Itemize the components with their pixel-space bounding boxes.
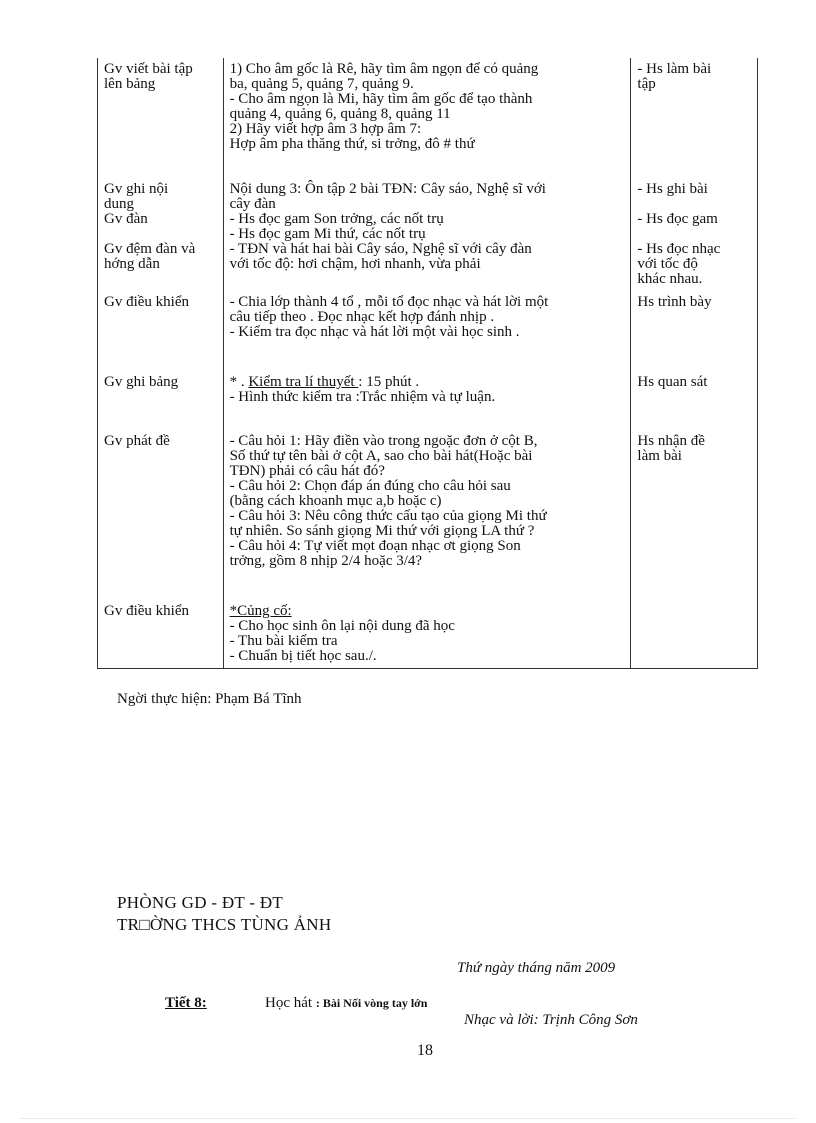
cell-line: Gv đệm đàn và: [104, 241, 196, 257]
cell-line: - Hs đọc gam Mi thứ, các nốt trụ: [229, 226, 426, 242]
cell-line: Nội dung 3: Ôn tập 2 bài TĐN: Cây sáo, Nghệ sĩ với: [229, 181, 546, 197]
table-row: [98, 58, 758, 182]
teacher-activity-cell: [98, 434, 224, 604]
department-header: PHÒNG GD - ĐT - ĐT: [117, 893, 284, 912]
cell-line: - Cho học sinh ôn lại nội dung đã học: [229, 618, 455, 634]
student-activity-cell: [631, 182, 758, 295]
cell-line: - Hs làm bài: [637, 61, 712, 77]
lesson-song-title: : Bài Nối vòng tay lớn: [315, 996, 428, 1010]
cell-line: [637, 227, 753, 242]
cell-line: làm bài: [637, 448, 682, 464]
cell-line: - Câu hỏi 4: Tự viết mọt đoạn nhạc ơt giọng Son: [229, 538, 521, 554]
cell-line: [104, 227, 219, 242]
cell-line: ba, quảng 5, quảng 7, quảng 9.: [229, 76, 414, 92]
cell-line: - Hs ghi bài: [637, 181, 708, 197]
cell-line: - Cho âm ngọn là Mi, hãy tìm âm gốc để tạo thành: [229, 91, 533, 107]
cell-line: Gv phát đề: [104, 433, 170, 449]
cell-line: Hs quan sát: [637, 374, 708, 390]
author-line: Nhạc và lời: Trịnh Công Sơn: [464, 1012, 638, 1028]
content-cell: [223, 434, 631, 604]
cell-line: Gv điều khiển: [104, 603, 189, 619]
cell-line: hớng dẫn: [104, 256, 160, 272]
lesson-title-line: [265, 995, 427, 1012]
table-row: [98, 182, 758, 295]
cell-line: với tốc độ: hơi chậm, hơi nhanh, vừa phải: [229, 256, 481, 272]
lesson-table: [97, 58, 758, 669]
page-bottom-rule: [20, 1118, 796, 1119]
table-row: [98, 375, 758, 434]
cell-line: Gv điều khiển: [104, 294, 189, 310]
cell-line: quảng 4, quảng 6, quảng 8, quảng 11: [229, 106, 451, 122]
cell-line: Số thứ tự tên bài ở cột A, sao cho bài hát(Hoặc bài: [229, 448, 533, 464]
cell-line: - Hình thức kiểm tra :Trắc nhiệm và tự luận.: [229, 389, 496, 405]
student-activity-cell: [631, 434, 758, 604]
cell-line: - Hs đọc gam Son trởng, các nốt trụ: [229, 211, 444, 227]
cell-line: - Câu hỏi 3: Nêu công thức cấu tạo của giọng Mi thứ: [229, 508, 547, 524]
cell-line: Gv ghi nội: [104, 181, 169, 197]
cell-line: - Chuẩn bị tiết học sau./.: [229, 648, 377, 664]
cell-line: - Hs đọc nhạc: [637, 241, 721, 257]
student-activity-cell: [631, 604, 758, 669]
cell-line: trởng, gồm 8 nhịp 2/4 hoặc 3/4?: [229, 553, 423, 569]
content-cell: [223, 375, 631, 434]
date-line: Thứ ngày tháng năm 2009: [457, 960, 616, 976]
content-cell: [223, 604, 631, 669]
lesson-activity: Học hát: [265, 995, 316, 1011]
lesson-label: [165, 995, 207, 1012]
student-activity-cell: [631, 375, 758, 434]
teacher-activity-cell: [98, 375, 224, 434]
cell-line: - Câu hỏi 1: Hãy điền vào trong ngoặc đơn ở cột B,: [229, 433, 538, 449]
performer-line: Ngời thực hiện: Phạm Bá Tĩnh: [117, 691, 302, 707]
cell-line: tập: [637, 76, 656, 92]
cell-line: Gv ghi bảng: [104, 374, 179, 390]
consolidation-heading: *Củng cố:: [229, 603, 292, 619]
table-row: [98, 295, 758, 375]
cell-line: dung: [104, 196, 134, 212]
test-prefix: * .: [229, 374, 249, 390]
cell-line: với tốc độ: [637, 256, 698, 272]
cell-line: câu tiếp theo . Đọc nhạc kết hợp đánh nhịp .: [229, 309, 495, 325]
table-row: [98, 604, 758, 669]
cell-line: TĐN) phải có câu hát đó?: [229, 463, 385, 479]
cell-line: - Kiểm tra đọc nhạc và hát lời một vài học sinh .: [229, 324, 520, 340]
cell-line: Hs nhận đề: [637, 433, 705, 449]
cell-line: - Chia lớp thành 4 tổ , mỗi tổ đọc nhạc và hát lời một: [229, 294, 549, 310]
cell-line: khác nhau.: [637, 271, 703, 287]
cell-line: [637, 197, 753, 212]
teacher-activity-cell: [98, 182, 224, 295]
content-cell: [223, 58, 631, 182]
student-activity-cell: [631, 295, 758, 375]
cell-line: - Câu hỏi 2: Chọn đáp án đúng cho câu hỏi sau: [229, 478, 511, 494]
student-activity-cell: [631, 58, 758, 182]
content-cell: [223, 182, 631, 295]
table-row: [98, 434, 758, 604]
teacher-activity-cell: [98, 604, 224, 669]
teacher-activity-cell: [98, 58, 224, 182]
teacher-activity-cell: [98, 295, 224, 375]
cell-line: Hợp âm pha thăng thứ, si trởng, đô # thứ: [229, 136, 475, 152]
test-heading: Kiểm tra lí thuyết: [248, 374, 359, 390]
cell-line: - TĐN và hát hai bài Cây sáo, Nghệ sĩ với cây đàn: [229, 241, 532, 257]
cell-line: 2) Hãy viết hợp âm 3 hợp âm 7:: [229, 121, 422, 137]
cell-line: lên bảng: [104, 76, 156, 92]
cell-line: - Thu bài kiểm tra: [229, 633, 338, 649]
cell-line: Hs trình bày: [637, 294, 712, 310]
lesson-number: Tiết 8:: [165, 995, 207, 1011]
school-header: TR□ỜNG THCS TÙNG ẢNH: [117, 915, 332, 934]
cell-line: - Hs đọc gam: [637, 211, 718, 227]
cell-line: [230, 375, 627, 390]
test-duration: : 15 phút .: [358, 374, 420, 390]
cell-line: Gv đàn: [104, 211, 148, 227]
content-cell: [223, 295, 631, 375]
cell-line: 1) Cho âm gốc là Rê, hãy tìm âm ngọn để có quảng: [229, 61, 539, 77]
cell-line: tự nhiên. So sánh giọng Mi thứ với giọng LA thứ ?: [229, 523, 535, 539]
cell-line: Gv viết bài tập: [104, 61, 193, 77]
page-number: 18: [417, 1042, 433, 1059]
cell-line: (bằng cách khoanh mục a,b hoặc c): [229, 493, 442, 509]
cell-line: cây đàn: [229, 196, 276, 212]
